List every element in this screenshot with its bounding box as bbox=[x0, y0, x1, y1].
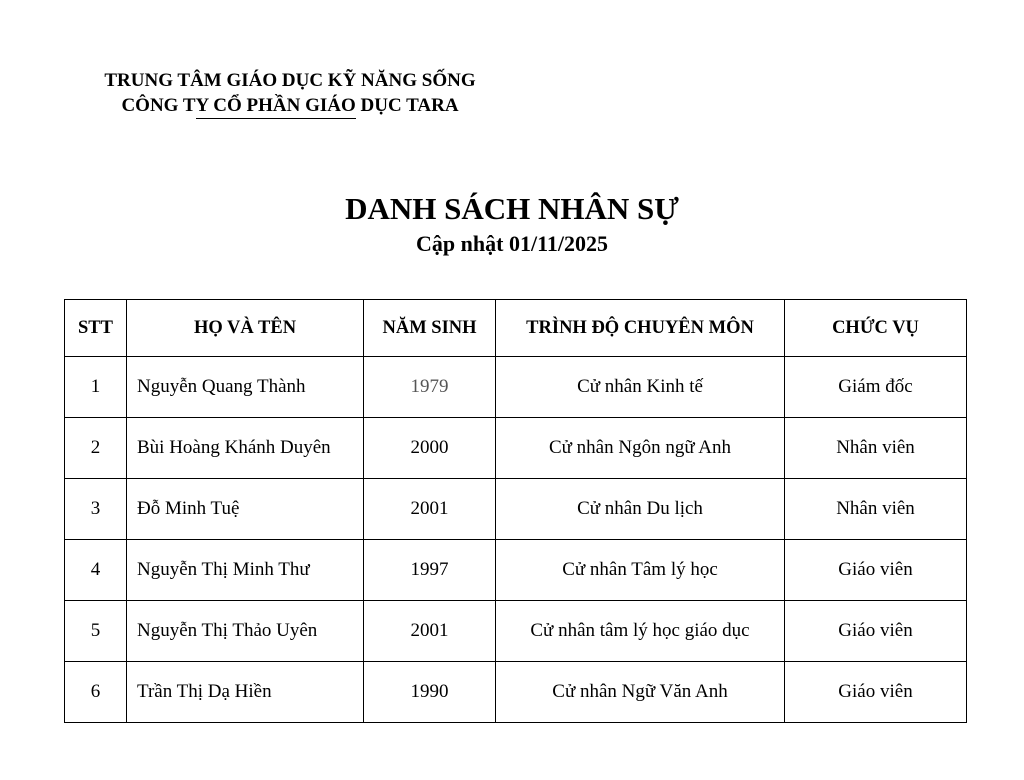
cell-position: Nhân viên bbox=[785, 418, 967, 479]
cell-qualification: Cử nhân tâm lý học giáo dục bbox=[496, 601, 785, 662]
cell-birth-year: 1990 bbox=[364, 662, 496, 723]
column-header-position: CHỨC VỤ bbox=[785, 300, 967, 357]
org-name-line1: TRUNG TÂM GIÁO DỤC KỸ NĂNG SỐNG bbox=[104, 70, 476, 91]
cell-position: Nhân viên bbox=[785, 479, 967, 540]
cell-qualification: Cử nhân Tâm lý học bbox=[496, 540, 785, 601]
cell-qualification: Cử nhân Ngôn ngữ Anh bbox=[496, 418, 785, 479]
document-title: DANH SÁCH NHÂN SỰ bbox=[345, 191, 679, 226]
table-row bbox=[65, 357, 967, 418]
cell-full-name: Trần Thị Dạ Hiền bbox=[127, 662, 364, 723]
organization-header bbox=[60, 68, 520, 118]
cell-qualification: Cử nhân Kinh tế bbox=[496, 357, 785, 418]
org-name-line2: CÔNG TY CỔ PHẦN GIÁO DỤC TARA bbox=[121, 95, 459, 116]
column-header-birth-year: NĂM SINH bbox=[364, 300, 496, 357]
org-underline bbox=[196, 118, 356, 119]
cell-birth-year: 2001 bbox=[364, 479, 496, 540]
cell-stt: 6 bbox=[65, 662, 127, 723]
column-header-qualification: TRÌNH ĐỘ CHUYÊN MÔN bbox=[496, 300, 785, 357]
cell-position: Giám đốc bbox=[785, 357, 967, 418]
cell-stt: 4 bbox=[65, 540, 127, 601]
staff-table bbox=[64, 299, 967, 723]
cell-full-name: Bùi Hoàng Khánh Duyên bbox=[127, 418, 364, 479]
document-subtitle: Cập nhật 01/11/2025 bbox=[416, 231, 608, 256]
cell-position: Giáo viên bbox=[785, 540, 967, 601]
cell-full-name: Nguyễn Thị Minh Thư bbox=[127, 540, 364, 601]
cell-stt: 2 bbox=[65, 418, 127, 479]
table-row bbox=[65, 479, 967, 540]
cell-full-name: Đỗ Minh Tuệ bbox=[127, 479, 364, 540]
cell-birth-year: 1979 bbox=[364, 357, 496, 418]
column-header-full-name: HỌ VÀ TÊN bbox=[127, 300, 364, 357]
cell-full-name: Nguyễn Thị Thảo Uyên bbox=[127, 601, 364, 662]
cell-stt: 5 bbox=[65, 601, 127, 662]
cell-birth-year: 1997 bbox=[364, 540, 496, 601]
table-header-row bbox=[65, 300, 967, 357]
cell-stt: 1 bbox=[65, 357, 127, 418]
cell-birth-year: 2000 bbox=[364, 418, 496, 479]
table-row bbox=[65, 662, 967, 723]
column-header-stt: STT bbox=[65, 300, 127, 357]
table-row bbox=[65, 601, 967, 662]
table-row bbox=[65, 418, 967, 479]
cell-qualification: Cử nhân Ngữ Văn Anh bbox=[496, 662, 785, 723]
cell-position: Giáo viên bbox=[785, 601, 967, 662]
cell-qualification: Cử nhân Du lịch bbox=[496, 479, 785, 540]
cell-birth-year: 2001 bbox=[364, 601, 496, 662]
cell-position: Giáo viên bbox=[785, 662, 967, 723]
table-row bbox=[65, 540, 967, 601]
cell-stt: 3 bbox=[65, 479, 127, 540]
cell-full-name: Nguyễn Quang Thành bbox=[127, 357, 364, 418]
